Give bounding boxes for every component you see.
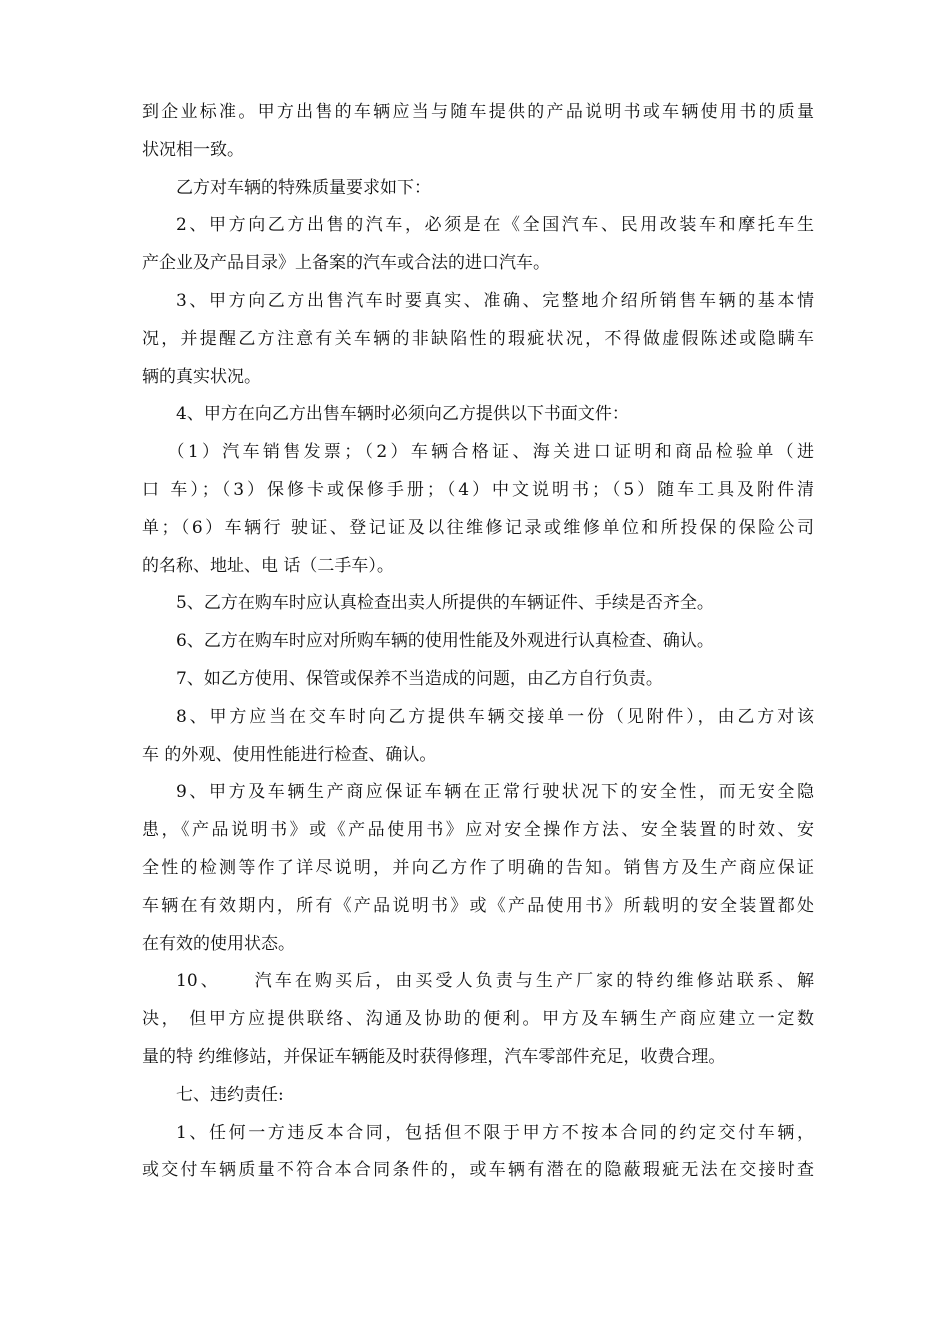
text-line: 10、 汽车在购买后，由买受人负责与生产厂家的特约维修站联系、解 xyxy=(176,971,814,992)
text-line: 口 车）；（3）保修卡或保修手册；（4）中文说明书；（5）随车工具及附件清 xyxy=(142,479,814,500)
text-line: 单；（6）车辆行 驶证、登记证及以往维修记录或维修单位和所投保的保险公司 xyxy=(142,517,814,538)
text-line: 产企业及产品目录》上备案的汽车或合法的进口汽车。 xyxy=(142,253,550,274)
text-line: 乙方对车辆的特殊质量要求如下： xyxy=(176,177,431,198)
text-line: 8、甲方应当在交车时向乙方提供车辆交接单一份（见附件），由乙方对该 xyxy=(176,706,814,727)
text-line: 7、如乙方使用、保管或保养不当造成的问题，由乙方自行负责。 xyxy=(176,668,663,689)
text-line: 患，《产品说明书》或《产品使用书》应对安全操作方法、安全装置的时效、安 xyxy=(142,820,814,841)
text-line: （1）汽车销售发票；（2）车辆合格证、海关进口证明和商品检验单（进 xyxy=(167,442,814,463)
text-line: 1、任何一方违反本合同，包括但不限于甲方不按本合同的约定交付车辆， xyxy=(176,1122,814,1143)
text-line: 状况相一致。 xyxy=(142,139,244,160)
text-line: 的名称、地址、电 话（二手车）。 xyxy=(142,555,394,576)
text-line: 或交付车辆质量不符合本合同条件的，或车辆有潜在的隐蔽瑕疵无法在交接时查 xyxy=(142,1160,814,1181)
text-line: 4、甲方在向乙方出售车辆时必须向乙方提供以下书面文件： xyxy=(176,404,629,425)
section-heading: 七、违约责任: xyxy=(176,1084,284,1105)
text-line: 车辆在有效期内，所有《产品说明书》或《产品使用书》所载明的安全装置都处 xyxy=(142,895,814,916)
text-line: 量的特 约维修站，并保证车辆能及时获得修理，汽车零部件充足，收费合理。 xyxy=(142,1046,726,1067)
text-line: 3、甲方向乙方出售汽车时要真实、准确、完整地介绍所销售车辆的基本情 xyxy=(176,290,814,311)
text-line: 在有效的使用状态。 xyxy=(142,933,295,954)
text-line: 决， 但甲方应提供联络、沟通及协助的便利。甲方及车辆生产商应建立一定数 xyxy=(142,1009,814,1030)
text-line: 9、甲方及车辆生产商应保证车辆在正常行驶状况下的安全性，而无安全隐 xyxy=(176,782,814,803)
text-line: 5、乙方在购车时应认真检查出卖人所提供的车辆证件、手续是否齐全。 xyxy=(176,593,714,614)
text-line: 2、甲方向乙方出售的汽车，必须是在《全国汽车、民用改装车和摩托车生 xyxy=(176,215,814,236)
text-line: 辆的真实状况。 xyxy=(142,366,261,387)
text-line: 全性的检测等作了详尽说明，并向乙方作了明确的告知。销售方及生产商应保证 xyxy=(142,857,814,878)
text-line: 况，并提醒乙方注意有关车辆的非缺陷性的瑕疵状况，不得做虚假陈述或隐瞒车 xyxy=(142,328,814,349)
text-line: 到企业标准。甲方出售的车辆应当与随车提供的产品说明书或车辆使用书的质量 xyxy=(142,102,814,122)
text-line: 车 的外观、使用性能进行检查、确认。 xyxy=(142,744,437,765)
document-body xyxy=(142,94,814,1190)
text-line: 6、乙方在购车时应对所购车辆的使用性能及外观进行认真检查、确认。 xyxy=(176,631,714,652)
